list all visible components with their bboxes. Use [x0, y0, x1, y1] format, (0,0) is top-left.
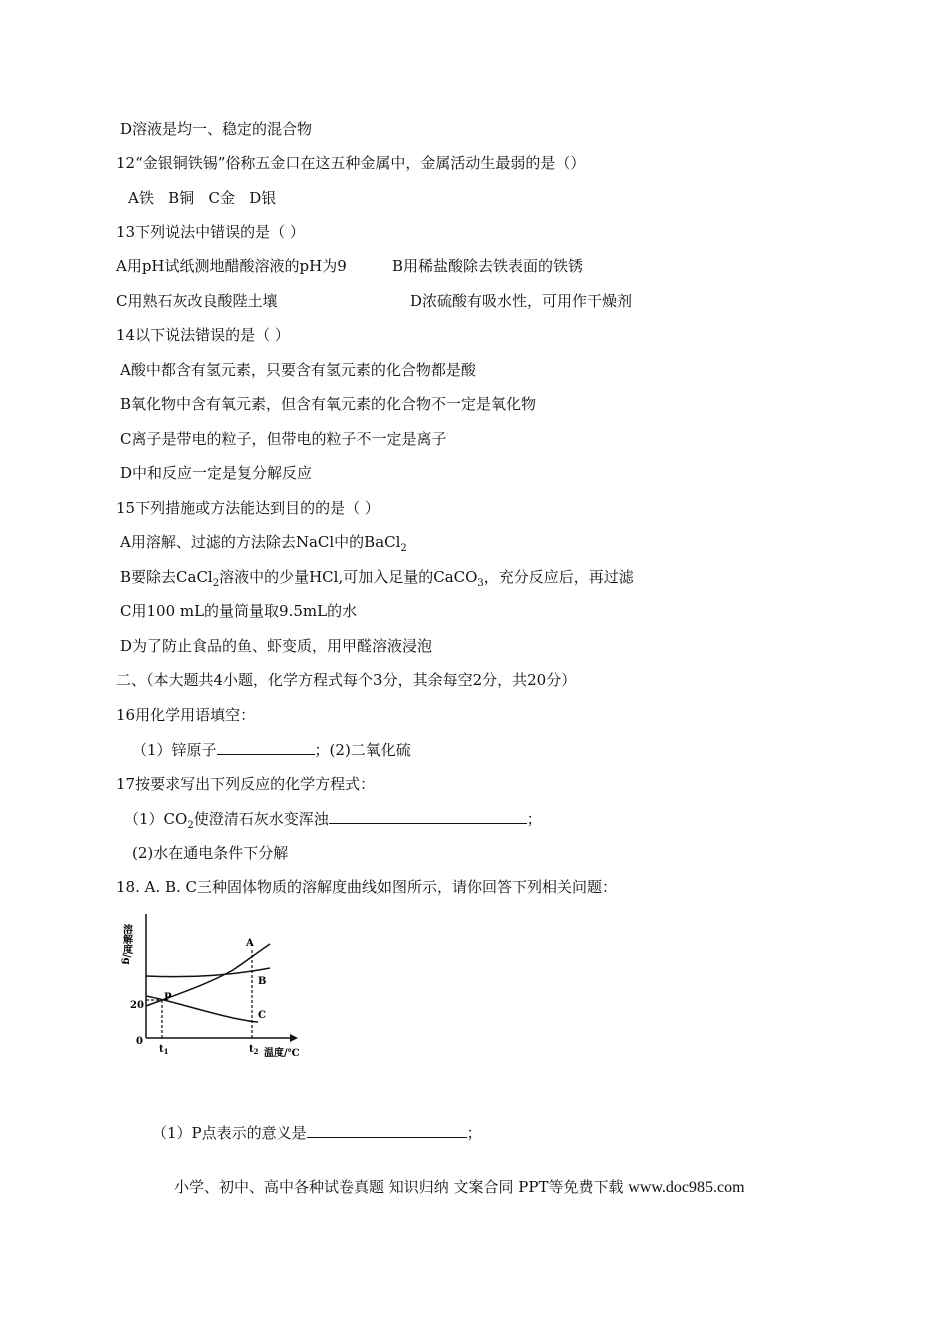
- t2-letter: t: [249, 1044, 254, 1055]
- t2-subscript: 2: [253, 1047, 259, 1056]
- answer-blank[interactable]: [329, 808, 527, 824]
- q15-option-b: [120, 567, 634, 587]
- y-tick-20: 20: [130, 1000, 144, 1011]
- q13-stem: 13下列说法中错误的是（ ）: [116, 223, 305, 241]
- t1-subscript: 1: [163, 1047, 169, 1056]
- q17-part-2: (2)水在通电条件下分解: [132, 844, 289, 862]
- q16-part-2: ；(2)二氧化硫: [314, 741, 411, 759]
- q13-option-d: D浓硫酸有吸水性，可用作干燥剂: [410, 292, 633, 310]
- q18-stem: 18. A. B. C三种固体物质的溶解度曲线如图所示，请你回答下列相关问题：: [116, 878, 618, 896]
- q13-option-a: A用pH试纸测地醋酸溶液的pH为9: [116, 257, 347, 275]
- q13-option-b: B用稀盐酸除去铁表面的铁锈: [392, 257, 584, 275]
- t1-letter: t: [159, 1044, 164, 1055]
- q18-part-1-end: ；: [466, 1124, 482, 1142]
- solubility-curve-graph: [118, 910, 318, 1060]
- q14-option-d: D中和反应一定是复分解反应: [120, 464, 313, 482]
- subscript: 2: [400, 543, 407, 554]
- q17-part-1: [124, 808, 542, 829]
- q13-option-c: C用熟石灰改良酸陛土壤: [116, 292, 278, 310]
- subscript: 2: [212, 578, 220, 589]
- point-p-label: P: [164, 992, 172, 1003]
- q12-stem: 12“金银铜铁锡”俗称五金口在这五种金属中，金属活动生最弱的是（）: [116, 154, 586, 172]
- q15-option-b-text-2: 溶液中的少量HCl,可加入足量的CaCO: [219, 568, 478, 586]
- q16-part-1: （1）锌原子: [132, 741, 217, 759]
- q16-parts: [132, 739, 411, 760]
- q14-option-a: A酸中都含有氢元素，只要含有氢元素的化合物都是酸: [120, 361, 476, 379]
- y-axis-label: 溶解度/g: [120, 924, 132, 965]
- q17-part-1-end: ；: [526, 810, 542, 828]
- q14-option-c: C离子是带电的粒子，但带电的粒子不一定是离子: [120, 430, 447, 448]
- answer-blank[interactable]: [217, 739, 315, 755]
- q17-part-1-text-2: 使澄清石灰水变浑浊: [193, 810, 329, 828]
- q14-option-b: B氧化物中含有氧元素，但含有氧元素的化合物不一定是氧化物: [120, 395, 537, 413]
- footer-text: 小学、初中、高中各种试卷真题 知识归纳 文案合同 PPT等免费下载: [174, 1178, 624, 1196]
- q15-option-b-text-1: B要除去CaCl: [120, 568, 213, 586]
- t1-label: [159, 1044, 169, 1056]
- q15-option-a-text: A用溶解、过滤的方法除去NaCl中的BaCl: [120, 533, 401, 551]
- footer-url[interactable]: www.doc985.com: [628, 1179, 745, 1196]
- subscript: 2: [187, 820, 194, 831]
- q15-option-b-text-3: ，充分反应后，再过滤: [483, 568, 634, 586]
- page-footer: [174, 1177, 745, 1198]
- curve-c: [146, 996, 258, 1022]
- origin-label: 0: [136, 1036, 143, 1047]
- q16-stem: 16用化学用语填空：: [116, 706, 256, 724]
- q15-option-d: D为了防止食品的鱼、虾变质，用甲醛溶液浸泡: [120, 637, 433, 655]
- q18-part-1: [152, 1122, 482, 1143]
- q14-stem: 14以下说法错误的是（ ）: [116, 326, 290, 344]
- q17-stem: 17按要求写出下列反应的化学方程式：: [116, 775, 376, 793]
- q15-option-c: C用100 mL的量筒量取9.5mL的水: [120, 602, 358, 620]
- q18-part-1-text: （1）P点表示的意义是: [152, 1124, 307, 1142]
- x-axis-label: 温度/℃: [264, 1048, 300, 1059]
- q12-options: A铁 B铜 C金 D银: [128, 189, 277, 207]
- curve-b-label: B: [258, 976, 267, 987]
- curve-c-label: C: [258, 1010, 266, 1021]
- q15-stem: 15下列措施或方法能达到目的的是（ ）: [116, 499, 380, 517]
- q15-option-a: [120, 532, 407, 552]
- subscript: 3: [477, 578, 484, 589]
- answer-blank[interactable]: [307, 1122, 467, 1138]
- section-2-heading: 二、（本大题共4小题，化学方程式每个3分，其余每空2分，共20分）: [116, 671, 577, 689]
- curve-a-label: A: [246, 938, 254, 949]
- x-axis-arrow: [290, 1034, 298, 1042]
- q17-part-1-text: （1）CO: [124, 810, 188, 828]
- q11-option-d: D溶液是均一、稳定的混合物: [120, 120, 313, 138]
- t2-label: [249, 1044, 259, 1056]
